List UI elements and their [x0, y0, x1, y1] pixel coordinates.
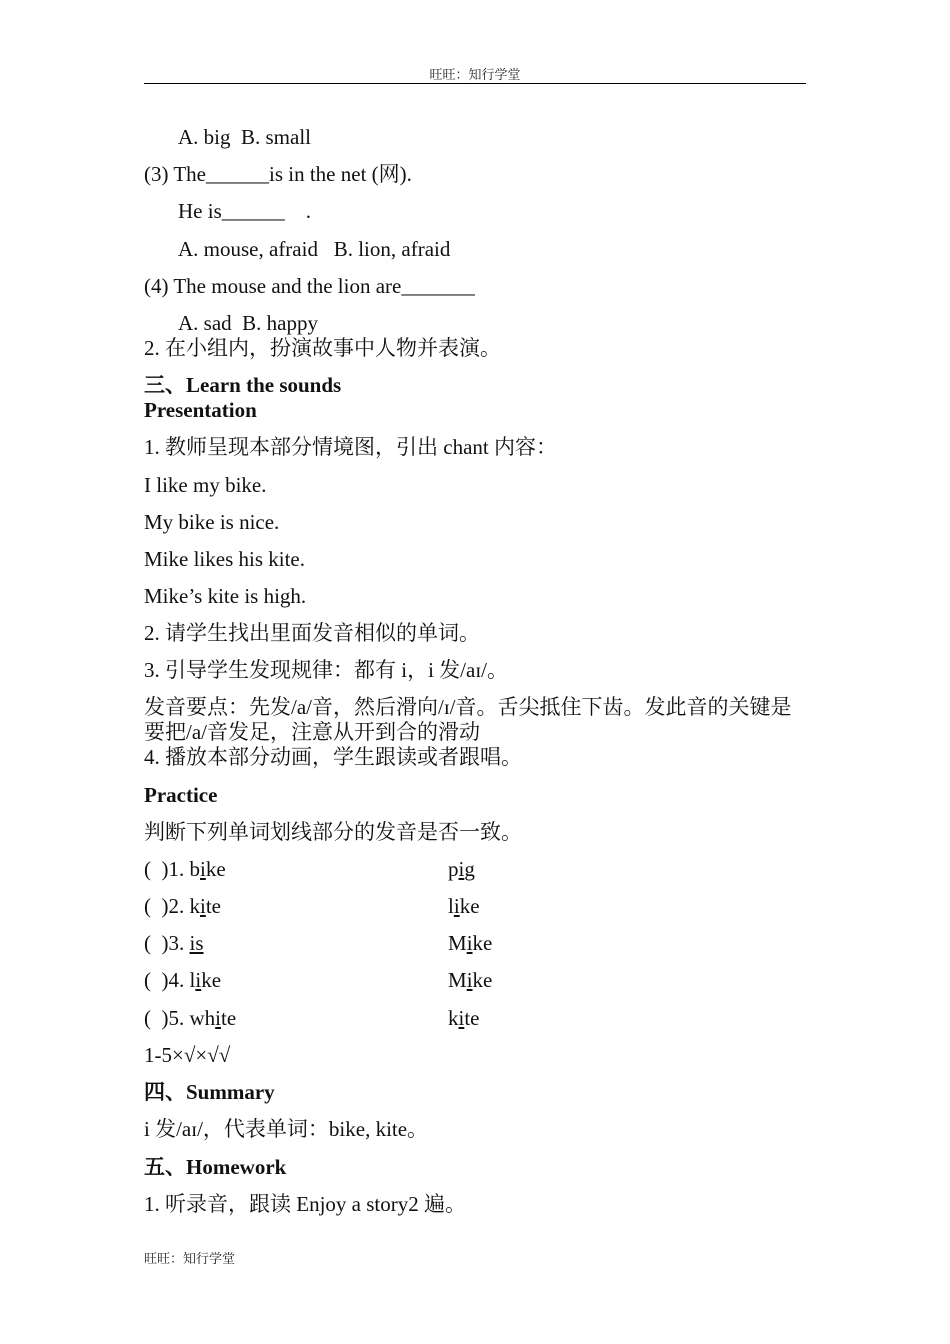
q3-text: (3) The______is in the net (网). [144, 162, 412, 186]
q3-second-line: He is______ . [178, 199, 311, 223]
practice-item: ( )3. is [144, 931, 204, 955]
practice-compare-word: kite [448, 1006, 480, 1030]
homework-item: 1. 听录音，跟读 Enjoy a story2 遍。 [144, 1192, 466, 1216]
practice-item: ( )4. like [144, 968, 222, 992]
presentation-step1: 1. 教师呈现本部分情境图，引出 chant 内容： [144, 435, 557, 459]
practice-compare-word: Mike [448, 931, 493, 955]
chant-line: Mike’s kite is high. [144, 584, 307, 608]
roleplay-activity: 2. 在小组内，扮演故事中人物并表演。 [144, 336, 501, 360]
presentation-step2: 2. 请学生找出里面发音相似的单词。 [144, 621, 480, 645]
header-divider [144, 83, 806, 84]
practice-item: ( )5. white [144, 1006, 237, 1030]
chant-line: My bike is nice. [144, 510, 280, 534]
practice-item: ( )2. kite [144, 894, 221, 918]
chant-line: Mike likes his kite. [144, 547, 305, 571]
presentation-step4: 4. 播放本部分动画，学生跟读或者跟唱。 [144, 745, 522, 769]
q3-options: A. mouse, afraid B. lion, afraid [178, 237, 451, 261]
page-header: 旺旺：知行学堂 [429, 67, 521, 82]
q4-text: (4) The mouse and the lion are_______ [144, 274, 475, 298]
summary-text: i 发/aɪ/，代表单词：bike, kite。 [144, 1117, 429, 1141]
chant-line: I like my bike. [144, 473, 267, 497]
section5-title: 五、Homework [144, 1155, 287, 1179]
practice-compare-word: Mike [448, 968, 493, 992]
presentation-heading: Presentation [144, 398, 257, 422]
q4-options: A. sad B. happy [178, 311, 318, 335]
presentation-step3: 3. 引导学生发现规律：都有 i，i 发/aɪ/。 [144, 658, 508, 682]
page-footer: 旺旺：知行学堂 [144, 1251, 236, 1266]
practice-heading: Practice [144, 783, 218, 807]
practice-instruction: 判断下列单词划线部分的发音是否一致。 [144, 820, 522, 844]
practice-answers: 1-5×√×√√ [144, 1043, 231, 1067]
section3-title: 三、Learn the sounds [144, 373, 342, 397]
section4-title: 四、Summary [144, 1080, 275, 1104]
practice-compare-word: pig [448, 857, 475, 881]
practice-item: ( )1. bike [144, 857, 226, 881]
practice-compare-word: like [448, 894, 480, 918]
pronunciation-tip: 发音要点：先发/a/音，然后滑向/ɪ/音。舌尖抵住下齿。发此音的关键是要把/a/音发足，注意从开到合的滑动 [144, 695, 792, 744]
q2-options: A. big B. small [178, 125, 312, 149]
